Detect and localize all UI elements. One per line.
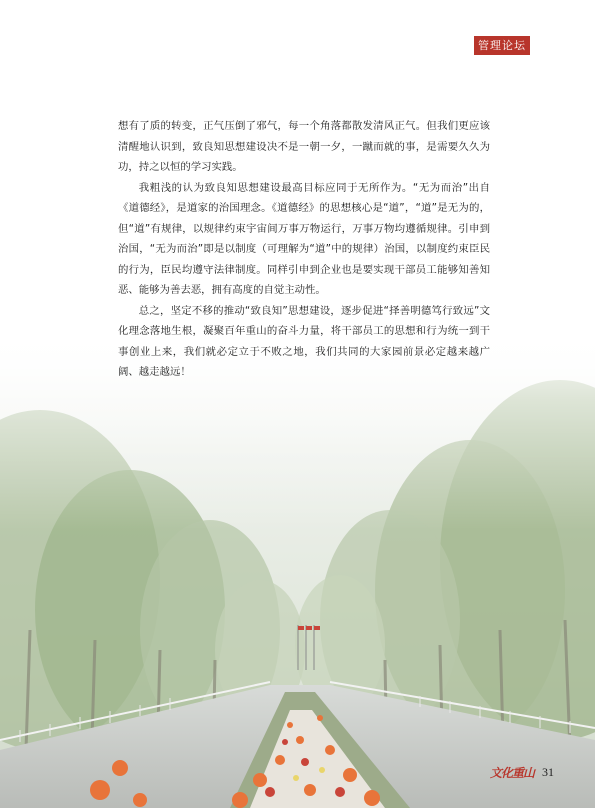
article-paragraph: 想有了质的转变，正气压倒了邪气，每一个角落都散发清风正气。但我们更应该清醒地认识到，致良知思想建设决不是一朝一夕，一蹴而就的事，是需要久久为功，持之以恒的学习实践。 [118,120,490,173]
article-body [118,116,490,383]
article-paragraph: 我粗浅的认为致良知思想建设最高目标应同于无所作为。“无为而治”出自《道德经》，是道家的治国理念。《道德经》的思想核心是“道”，“道”是无为的，但“道”有规律，以规律约束宇宙间万事万物运行，万事万物均遵循规律。引申到治国，“无为而治”即是以制度（可理解为“道”中的规律）治国，以制度约束臣民的行为，臣民均遵守法律制度。同样引申到企业也是要实现干部员工能够知善知恶、能够为善去恶，拥有高度的自觉主动性。 [118,181,490,296]
page-footer [490,762,554,782]
magazine-logo: 文化重山 [490,765,535,780]
section-tag: 管理论坛 [474,36,530,55]
tree-lined-road-photo [0,330,595,808]
article-paragraph: 总之，坚定不移的推动“致良知”思想建设，逐步促进“择善明德笃行致远”文化理念落地生根，凝聚百年重山的奋斗力量，将干部员工的思想和行为统一到干事创业上来，我们就必定立于不败之地，我们共同的大家园前景必定越来越广阔、越走越远！ [118,304,490,378]
page-number: 31 [542,764,555,779]
